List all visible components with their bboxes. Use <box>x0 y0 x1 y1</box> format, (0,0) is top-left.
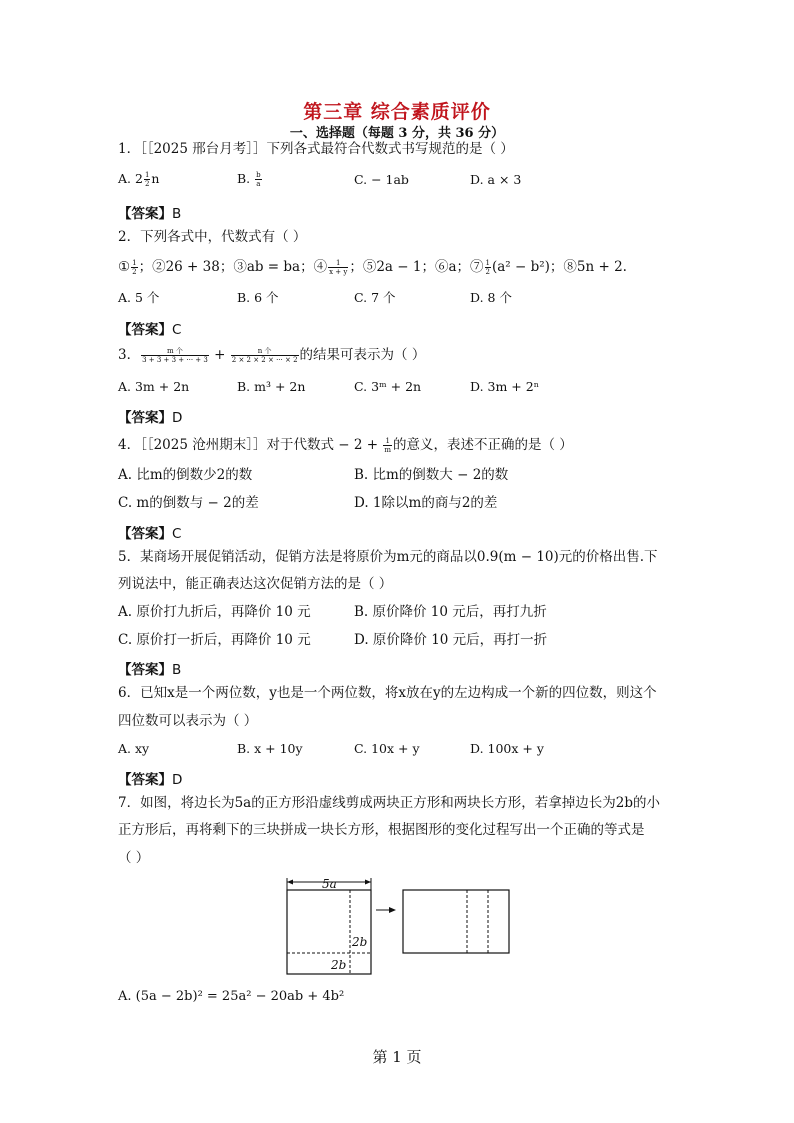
q1-option-b: B. $\frac{b}{a}$ <box>237 171 261 188</box>
q4-option-c: C. m的倒数与 − 2的差 <box>118 495 259 511</box>
q7-stem-line-3: （ ） <box>118 850 150 866</box>
q2-answer: 【答案】C <box>118 322 182 338</box>
q5-stem-line-1: 5．某商场开展促销活动，促销方法是将原价为m元的商品以0.9(m − 10)元的价格出售.下 <box>118 549 658 565</box>
q5-answer: 【答案】B <box>118 662 182 678</box>
q2-option-b: B. 6 个 <box>237 290 279 305</box>
q2-expressions: ① $\frac{1}{2}$ ；②26 + 38；③ab = ba；④ $\frac{1}{x + y}$ ；⑤2a − 1；⑥a；⑦ $\frac{1}{2}$ (a² − b²)；⑧5n + 2. <box>118 259 627 276</box>
arrow-right-icon <box>389 907 396 913</box>
q4-stem: 4．［［2025 沧州期末］］对于代数式 − 2 + $\frac{1}{m}$ 的意义，表述不正确的是（ ） <box>118 437 573 454</box>
q2-option-c: C. 7 个 <box>354 290 396 305</box>
q5-option-b: B. 原价降价 10 元后，再打九折 <box>354 604 547 620</box>
q4-option-b: B. 比m的倒数大 − 2的数 <box>354 467 509 483</box>
q1-stem: 1．［［2025 邢台月考］］下列各式最符合代数式书写规范的是（ ） <box>118 141 514 157</box>
chapter-title: 第三章 综合素质评价 <box>303 101 491 123</box>
page-number: 第 1 页 <box>372 1048 422 1066</box>
q1-option-a: A. 2 $\frac{1}{2}$ n <box>118 171 160 188</box>
big-square <box>287 890 371 974</box>
q4-option-a: A. 比m的倒数少2的数 <box>118 467 253 483</box>
q3-answer: 【答案】D <box>118 410 183 426</box>
label-2b-bottom: 2b <box>331 958 347 972</box>
q4-option-d: D. 1除以m的商与2的差 <box>354 495 498 511</box>
q3-option-d: D. 3m + 2ⁿ <box>470 379 540 394</box>
q3-option-a: A. 3m + 2n <box>118 379 190 394</box>
q2-option-d: D. 8 个 <box>470 290 512 305</box>
q5-option-c: C. 原价打一折后，再降价 10 元 <box>118 632 311 648</box>
section-heading: 一、选择题（每题 3 分，共 36 分） <box>289 126 505 141</box>
q5-option-d: D. 原价降价 10 元后，再打一折 <box>354 632 548 648</box>
q2-stem: 2．下列各式中，代数式有（ ） <box>118 229 307 245</box>
q5-stem-line-2: 列说法中，能正确表达这次促销方法的是（ ） <box>118 576 393 592</box>
q7-stem-line-2: 正方形后，再将剩下的三块拼成一块长方形，根据图形的变化过程写出一个正确的等式是 <box>118 822 645 838</box>
q3-stem: 3． $\frac{\text{m 个}}{3 + 3 + 3 + \cdot\cdot\cdot + 3}$ + $\frac{\text{n 个}}{2 \times 2 \times 2 \times \cdot\cdot\cdot \times 2}$ 的结果可表示为（ ） <box>118 347 426 364</box>
q1-option-d: D. a × 3 <box>470 172 522 187</box>
q7-stem-line-1: 7．如图，将边长为5a的正方形沿虚线剪成两块正方形和两块长方形，若拿掉边长为2b的小 <box>118 795 660 811</box>
q6-answer: 【答案】D <box>118 772 183 788</box>
q7-figure <box>0 870 794 990</box>
q1-answer: 【答案】B <box>118 206 182 222</box>
arrow-right-icon <box>365 880 371 885</box>
q7-option-a: A. (5a − 2b)² = 25a² − 20ab + 4b² <box>118 989 345 1004</box>
q2-option-a: A. 5 个 <box>118 290 160 305</box>
label-2b-right: 2b <box>352 935 368 949</box>
q6-option-d: D. 100x + y <box>470 741 544 756</box>
q3-option-c: C. 3ᵐ + 2n <box>354 379 422 394</box>
q1-option-c: C. − 1ab <box>354 172 409 187</box>
q6-option-b: B. x + 10y <box>237 741 303 756</box>
arrow-left-icon <box>287 880 293 885</box>
q6-option-c: C. 10x + y <box>354 741 420 756</box>
q5-option-a: A. 原价打九折后，再降价 10 元 <box>118 604 311 620</box>
q6-stem-line-2: 四位数可以表示为（ ） <box>118 713 258 729</box>
q4-answer: 【答案】C <box>118 526 182 542</box>
label-5a: 5a <box>322 877 337 891</box>
q3-option-b: B. m³ + 2n <box>237 379 306 394</box>
q6-stem-line-1: 6．已知x是一个两位数，y也是一个两位数，将x放在y的左边构成一个新的四位数，则这个 <box>118 685 657 701</box>
q6-option-a: A. xy <box>118 741 150 756</box>
result-rectangle <box>403 890 509 953</box>
